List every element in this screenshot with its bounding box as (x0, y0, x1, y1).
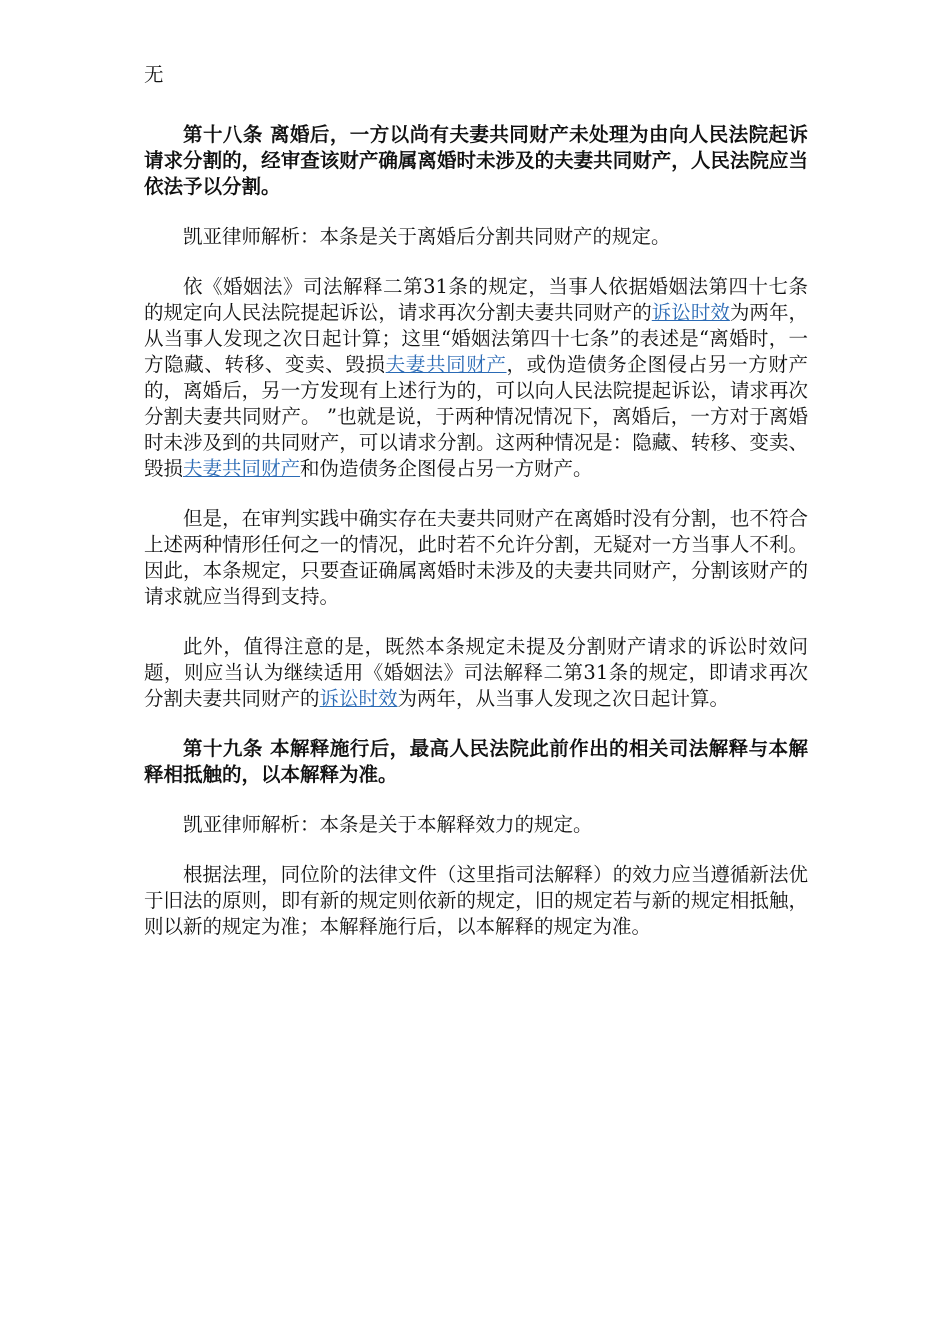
text-segment: 为两年，从当事人发现之次日起计算。 (397, 687, 730, 710)
statute-of-limitations-link[interactable]: 诉讼时效 (319, 687, 398, 710)
joint-property-link[interactable]: 夫妻共同财产 (183, 457, 301, 480)
text-segment: ，或伪造债务企图侵占另一方财产的，离婚后，另一方发现有上述行为的，可以向人民法院提起诉讼，请求再次分割夫妻共同财产。 ”也就是说，于两种情况情况下，离婚后，一方对于离婚时未涉及到的共同财产，可以请求分割。这两种情况是：隐藏、转移、变卖、毁损 (144, 353, 808, 480)
article-19-analysis: 凯亚律师解析：本条是关于本解释效力的规定。 (183, 813, 593, 836)
document-page (144, 62, 808, 964)
article-18-paragraph-2: 但是，在审判实践中确实存在夫妻共同财产在离婚时没有分割，也不符合上述两种情形任何之一的情况，此时若不允许分割，无疑对一方当事人不利。因此，本条规定，只要查证确属离婚时未涉及的夫妻共同财产，分割该财产的请求就应当得到支持。 (144, 507, 808, 608)
text-segment: 此外，值得注意的是，既然本条规定未提及分割财产请求的诉讼时效问题，则应当认为继续适用《婚姻法》司法解释二第31条的规定，即请求再次分割夫妻共同财产的 (144, 635, 808, 710)
article-18-title: 第十八条 离婚后，一方以尚有夫妻共同财产未处理为由向人民法院起诉请求分割的，经审查该财产确属离婚时未涉及的夫妻共同财产，人民法院应当依法予以分割。 (144, 123, 808, 198)
article-18-paragraph-1 (144, 274, 808, 482)
text-segment: 依《婚姻法》司法解释二第31条的规定，当事人依据婚姻法第四十七条的规定向人民法院提起诉讼，请求再次分割夫妻共同财产的 (144, 275, 808, 324)
article-19-paragraph-1: 根据法理，同位阶的法律文件（这里指司法解释）的效力应当遵循新法优于旧法的原则，即有新的规定则依新的规定，旧的规定若与新的规定相抵触，则以新的规定为准；本解释施行后，以本解释的规定为准。 (144, 863, 808, 938)
article-18-analysis: 凯亚律师解析：本条是关于离婚后分割共同财产的规定。 (183, 225, 671, 248)
article-19-title: 第十九条 本解释施行后，最高人民法院此前作出的相关司法解释与本解释相抵触的，以本解释为准。 (144, 737, 808, 786)
lead-text: 无 (144, 63, 164, 86)
statute-of-limitations-link[interactable]: 诉讼时效 (651, 301, 730, 324)
text-segment: 和伪造债务企图侵占另一方财产。 (300, 457, 593, 480)
text-segment: 为两年，从当事人发现之次日起计算；这里“婚姻法第四十七条”的表述是“离婚时，一方隐藏、转移、变卖、毁损 (144, 301, 808, 376)
joint-property-link[interactable]: 夫妻共同财产 (385, 353, 507, 376)
article-18-paragraph-3 (144, 634, 808, 712)
